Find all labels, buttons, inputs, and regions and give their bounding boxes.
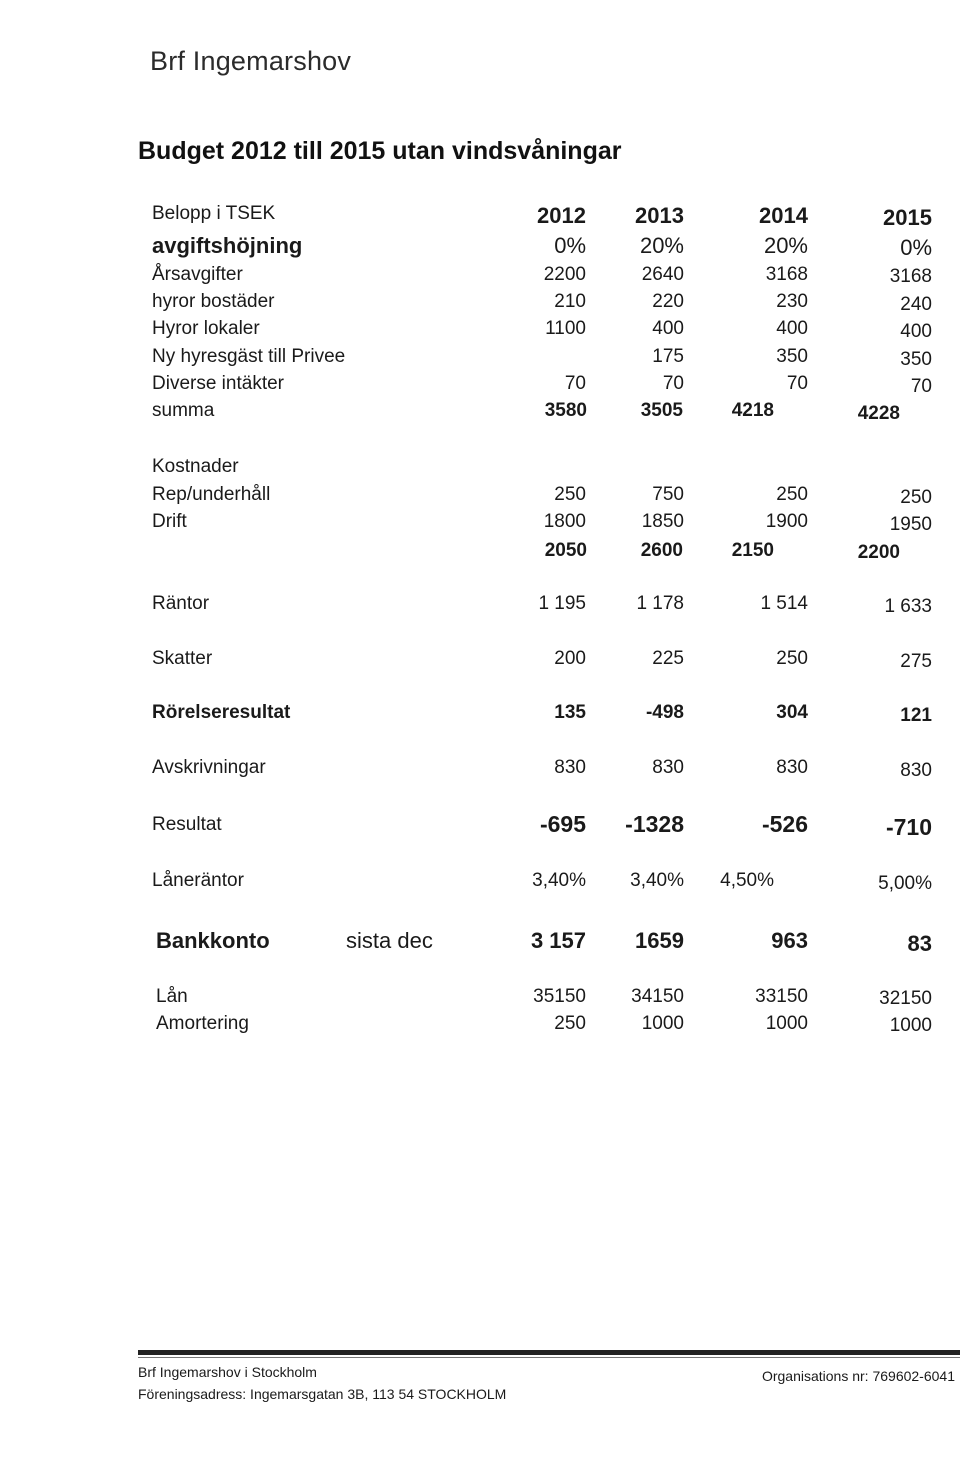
table-row (0, 811, 960, 842)
row-label: Belopp i TSEK (152, 203, 276, 224)
row-label: Amortering (156, 1013, 249, 1034)
value-cell: 2640 (641, 264, 684, 285)
org-title: Brf Ingemarshov (150, 46, 352, 76)
year-cell: 2015 (883, 205, 932, 230)
value-cell: 3 157 (530, 928, 586, 953)
value-cell: 1000 (889, 1015, 932, 1036)
value-cell: 70 (910, 376, 932, 397)
value-cell: 2200 (857, 542, 900, 563)
row-sublabel: sista dec (346, 928, 433, 953)
year-cell: 2013 (635, 203, 684, 228)
row-label: Diverse intäkter (152, 373, 284, 394)
table-row (0, 593, 960, 621)
table-row (0, 291, 960, 319)
value-cell: 3580 (544, 400, 587, 421)
row-label: Avskrivningar (152, 757, 266, 778)
value-cell: 3505 (640, 400, 683, 421)
value-cell: 83 (907, 931, 932, 956)
value-cell: -695 (539, 811, 586, 837)
value-cell: 2150 (731, 540, 774, 561)
value-cell: 1800 (543, 511, 586, 532)
value-cell: 830 (652, 757, 684, 778)
table-row (0, 373, 960, 401)
value-cell: 1900 (765, 511, 808, 532)
table-row (0, 702, 960, 730)
value-cell: 3,40% (532, 870, 586, 891)
value-cell: 350 (776, 346, 808, 367)
row-label: Rörelseresultat (152, 702, 291, 723)
value-cell: 135 (554, 702, 586, 723)
value-cell: 35150 (533, 986, 586, 1007)
table-row (0, 870, 960, 898)
value-cell: 400 (776, 318, 808, 339)
value-cell: -710 (885, 814, 932, 840)
value-cell: 1850 (641, 511, 684, 532)
value-cell: 70 (662, 373, 684, 394)
value-cell: -1328 (625, 811, 684, 837)
year-cell: 2014 (759, 203, 808, 228)
table-row (0, 648, 960, 676)
row-label: summa (152, 400, 215, 421)
value-cell: 34150 (631, 986, 684, 1007)
section-heading (0, 456, 960, 484)
row-label: Hyror lokaler (152, 318, 260, 339)
value-cell: 1 633 (884, 596, 932, 617)
value-cell: 1659 (635, 928, 684, 953)
row-label: Skatter (152, 648, 213, 669)
footer-address: Föreningsadress: Ingemarsgatan 3B, 113 54 STOCKHOLM (138, 1386, 507, 1402)
value-cell: 1000 (765, 1013, 808, 1034)
value-cell: 210 (554, 291, 586, 312)
value-cell: 1950 (889, 514, 932, 535)
value-cell: 230 (776, 291, 808, 312)
row-label: Drift (152, 511, 187, 532)
value-cell: 220 (652, 291, 684, 312)
value-cell: 400 (652, 318, 684, 339)
value-cell: 225 (652, 648, 684, 669)
value-cell: 3,40% (630, 870, 684, 891)
row-label: Ny hyresgäst till Privee (152, 346, 346, 367)
value-cell: 250 (554, 484, 586, 505)
table-row-kostnad-summa (0, 540, 960, 568)
value-cell: 830 (776, 757, 808, 778)
value-cell: 304 (776, 702, 808, 723)
row-label: Låneräntor (152, 870, 244, 891)
value-cell: 33150 (755, 986, 808, 1007)
value-cell: 240 (900, 294, 932, 315)
value-cell: 1 195 (538, 593, 586, 614)
table-row (0, 233, 960, 261)
value-cell: 1100 (545, 318, 586, 339)
value-cell: 275 (900, 651, 932, 672)
value-cell: -526 (761, 811, 808, 837)
row-label: Räntor (152, 593, 210, 614)
value-cell: 1 178 (636, 593, 684, 614)
value-cell: 3168 (765, 264, 808, 285)
page-title: Budget 2012 till 2015 utan vindsvåningar (138, 137, 622, 165)
table-row (0, 511, 960, 539)
value-cell: 2600 (640, 540, 683, 561)
table-row-summa (0, 400, 960, 428)
value-cell: 250 (776, 648, 808, 669)
value-cell: 830 (900, 760, 932, 781)
row-label: Resultat (152, 814, 222, 835)
row-label: Årsavgifter (152, 264, 243, 285)
footer-org-number: Organisations nr: 769602-6041 (761, 1368, 955, 1384)
value-cell: 70 (564, 373, 586, 394)
value-cell: 250 (900, 487, 932, 508)
row-label: Bankkonto (156, 928, 270, 953)
value-cell: 200 (554, 648, 586, 669)
value-cell: 20% (763, 233, 808, 258)
table-row (0, 484, 960, 512)
value-cell: 400 (900, 321, 932, 342)
row-label: hyror bostäder (152, 291, 275, 312)
value-cell: 350 (900, 349, 932, 370)
value-cell: 32150 (879, 988, 932, 1009)
value-cell: 5,00% (878, 873, 932, 894)
value-cell: 20% (639, 233, 684, 258)
table-row (0, 757, 960, 785)
value-cell: 0% (900, 235, 932, 260)
value-cell: 250 (554, 1013, 586, 1034)
table-row (0, 986, 960, 1014)
value-cell: 1 514 (760, 593, 808, 614)
table-row (0, 1013, 960, 1041)
value-cell: 2200 (543, 264, 586, 285)
value-cell: -498 (645, 702, 684, 723)
value-cell: 1000 (641, 1013, 684, 1034)
row-label: Kostnader (152, 456, 239, 477)
table-row (0, 264, 960, 292)
row-label: avgiftshöjning (152, 233, 303, 258)
table-row-bankkonto (0, 928, 960, 956)
footer-org-name: Brf Ingemarshov i Stockholm (138, 1364, 317, 1380)
value-cell: 2050 (544, 540, 587, 561)
footer-divider-thin (138, 1357, 960, 1358)
value-cell: 4218 (731, 400, 774, 421)
table-row (0, 346, 960, 374)
value-cell: 4228 (857, 403, 900, 424)
value-cell: 750 (652, 484, 684, 505)
value-cell: 70 (786, 373, 808, 394)
value-cell: 963 (771, 928, 808, 953)
row-label: Rep/underhåll (152, 484, 271, 505)
value-cell: 0% (554, 233, 586, 258)
value-cell: 3168 (889, 266, 932, 287)
footer-divider (138, 1350, 960, 1355)
value-cell: 121 (900, 705, 932, 726)
year-cell: 2012 (537, 203, 586, 228)
row-label: Lån (156, 986, 188, 1007)
value-cell: 250 (776, 484, 808, 505)
table-header-row (0, 203, 960, 231)
value-cell: 4,50% (720, 870, 774, 891)
value-cell: 830 (554, 757, 586, 778)
value-cell: 175 (652, 346, 684, 367)
table-row (0, 318, 960, 346)
